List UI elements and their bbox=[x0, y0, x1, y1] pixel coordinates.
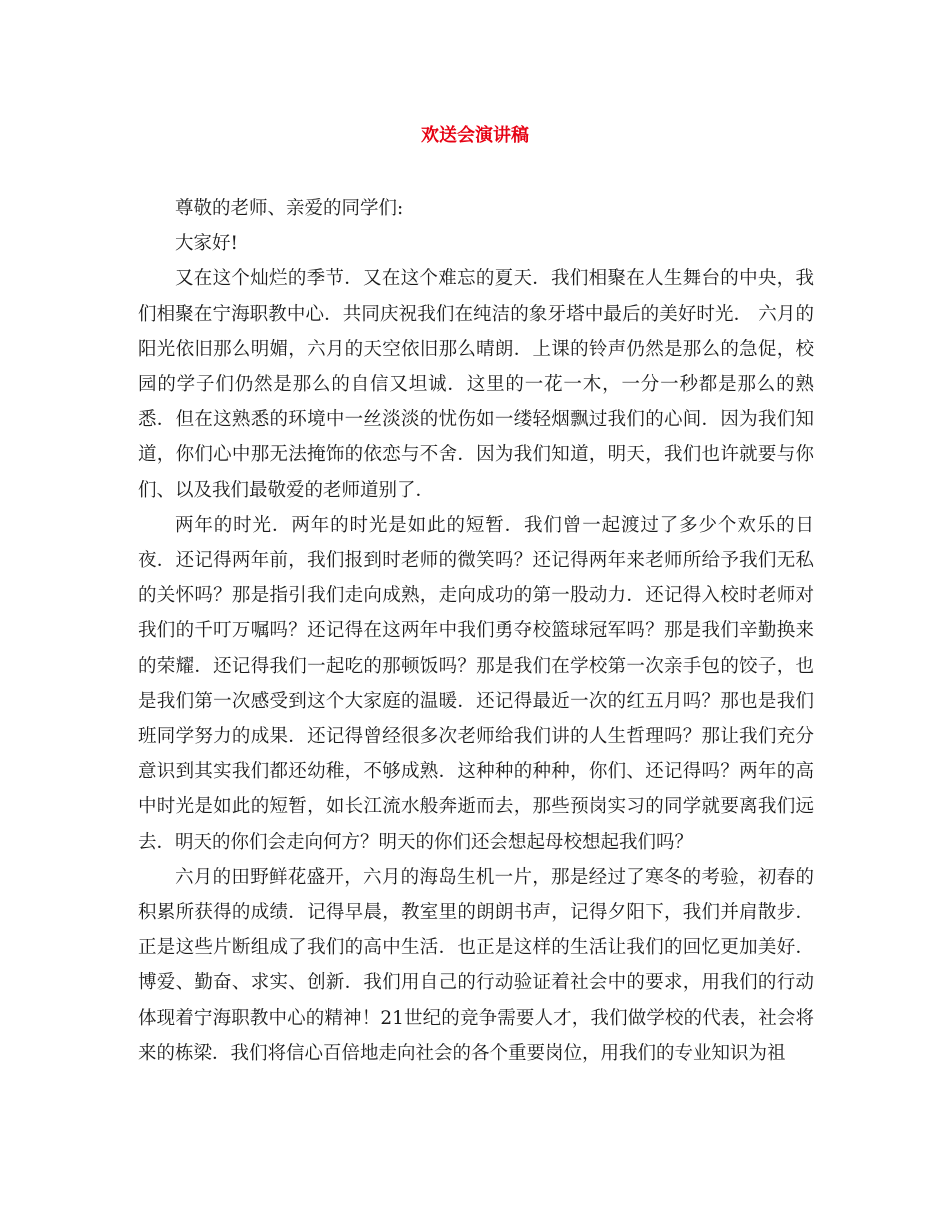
paragraph-1: 又在这个灿烂的季节．又在这个难忘的夏天．我们相聚在人生舞台的中央，我们相聚在宁海职教中心．共同庆祝我们在纯洁的象牙塔中最后的美好时光． 六月的阳光依旧那么明媚，六月的天空依旧那么晴朗．上课的铃声仍然是那么的急促，校园的学子们仍然是那么的自信又坦诚．这里的一花一木，一分一秒都是那么的熟悉．但在这熟悉的环境中一丝淡淡的忧伤如一缕轻烟飘过我们的心间．因为我们知道，你们心中那无法掩饰的依恋与不舍．因为我们知道，明天，我们也许就要与你们、以及我们最敬爱的老师道别了． bbox=[138, 268, 814, 501]
document-body bbox=[138, 191, 814, 1071]
salutation: 尊敬的老师、亲爱的同学们: bbox=[175, 198, 404, 219]
greeting: 大家好! bbox=[175, 233, 238, 255]
paragraph-3: 六月的田野鲜花盛开，六月的海岛生机一片，那是经过了寒冬的考验，初春的积累所获得的成绩．记得早晨，教室里的朗朗书声，记得夕阳下，我们并肩散步．正是这些片断组成了我们的高中生活．也正是这样的生活让我们的回忆更加美好．博爱、勤奋、求实、创新．我们用自己的行动验证着社会中的要求，用我们的行动体现着宁海职教中心的精神！21世纪的竞争需要人才，我们做学校的代表，社会将来的栋梁．我们将信心百倍地走向社会的各个重要岗位，用我们的专业知识为祖 bbox=[138, 866, 814, 1064]
paragraph-2: 两年的时光．两年的时光是如此的短暂．我们曾一起渡过了多少个欢乐的日夜．还记得两年前，我们报到时老师的微笑吗？还记得两年来老师所给予我们无私的关怀吗？那是指引我们走向成熟，走向成功的第一股动力．还记得入校时老师对我们的千叮万嘱吗？还记得在这两年中我们勇夺校篮球冠军吗？那是我们辛勤换来的荣耀．还记得我们一起吃的那顿饭吗？那是我们在学校第一次亲手包的饺子，也是我们第一次感受到这个大家庭的温暖．还记得最近一次的红五月吗？那也是我们班同学努力的成果．还记得曾经很多次老师给我们讲的人生哲理吗？那让我们充分意识到其实我们都还幼稚，不够成熟．这种种的种种，你们、还记得吗？两年的高中时光是如此的短暂，如长江流水般奔逝而去，那些预岗实习的同学就要离我们远去．明天的你们会走向何方？明天的你们还会想起母校想起我们吗？ bbox=[138, 514, 814, 853]
document-title: 欢送会演讲稿 bbox=[421, 125, 529, 146]
